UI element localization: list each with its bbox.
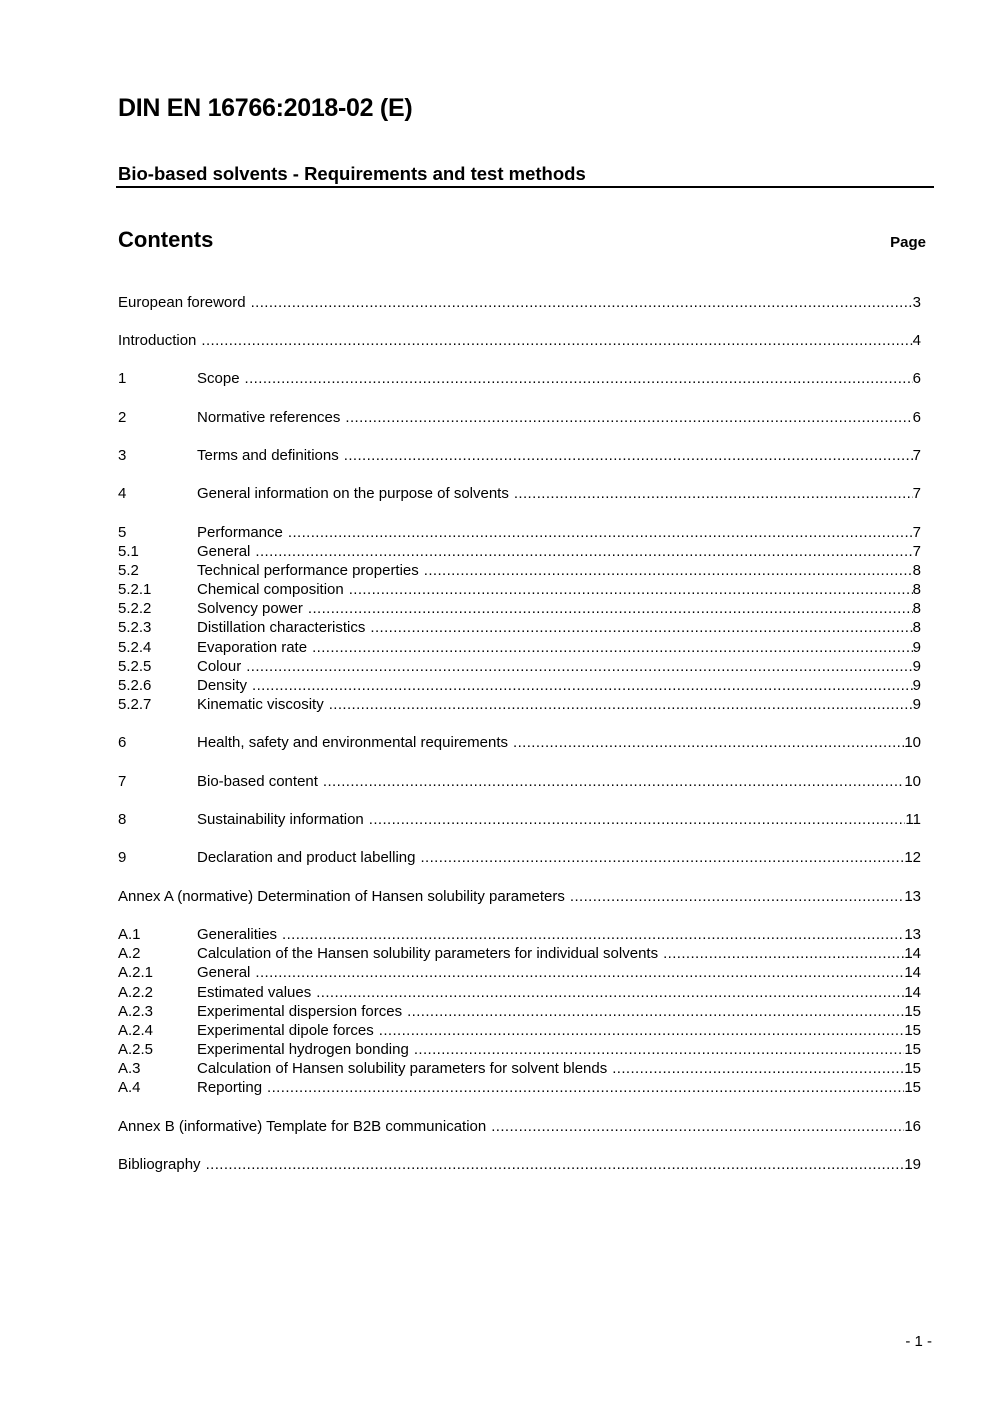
toc-entry[interactable] xyxy=(118,1059,921,1078)
toc-page-number: 8 xyxy=(912,600,921,617)
toc-leader xyxy=(513,733,904,752)
toc-number: 8 xyxy=(118,811,127,828)
document-title: DIN EN 16766:2018-02 (E) xyxy=(118,94,413,122)
toc-number: 7 xyxy=(118,773,127,790)
toc-title: Declaration and product labelling xyxy=(197,849,416,866)
toc-page-number: 12 xyxy=(904,849,921,866)
toc-leader xyxy=(420,848,904,867)
toc-number: 5.2.6 xyxy=(118,677,152,694)
toc-title: Distillation characteristics xyxy=(197,619,366,636)
toc-page-number: 14 xyxy=(904,984,921,1001)
toc-title: General xyxy=(197,964,251,981)
toc-leader xyxy=(379,1021,905,1040)
toc-leader xyxy=(345,408,912,427)
toc-entry[interactable] xyxy=(118,484,921,503)
toc-entry[interactable] xyxy=(118,446,921,465)
toc-leader xyxy=(282,925,904,944)
page-number-footer: - 1 - xyxy=(905,1333,932,1350)
toc-leader xyxy=(407,1002,904,1021)
contents-heading: Contents xyxy=(118,227,214,252)
toc-number: 5 xyxy=(118,524,127,541)
toc-number: 5.2.4 xyxy=(118,639,152,656)
toc-number: 3 xyxy=(118,447,127,464)
toc-page-number: 3 xyxy=(912,294,921,311)
toc-page-number: 14 xyxy=(904,945,921,962)
toc-leader xyxy=(424,561,913,580)
toc-number: 5.2.3 xyxy=(118,619,152,636)
toc-leader xyxy=(308,599,913,618)
toc-title: Performance xyxy=(197,524,283,541)
toc-page-number: 7 xyxy=(912,485,921,502)
toc-page-number: 6 xyxy=(912,370,921,387)
toc-entry[interactable] xyxy=(118,1078,921,1097)
toc-page-number: 16 xyxy=(904,1118,921,1135)
toc-leader xyxy=(349,580,913,599)
toc-leader xyxy=(316,983,904,1002)
toc-number: A.2.4 xyxy=(118,1022,154,1039)
toc-page-number: 8 xyxy=(912,581,921,598)
toc-entry[interactable] xyxy=(118,944,921,963)
toc-page-number: 10 xyxy=(904,773,921,790)
toc-entry[interactable] xyxy=(118,676,921,695)
toc-entry[interactable] xyxy=(118,293,921,312)
toc-entry[interactable] xyxy=(118,983,921,1002)
toc-number: A.2 xyxy=(118,945,141,962)
toc-entry[interactable] xyxy=(118,1002,921,1021)
toc-leader xyxy=(369,810,906,829)
toc-title: Kinematic viscosity xyxy=(197,696,324,713)
toc-page-number: 14 xyxy=(904,964,921,981)
toc-number: 4 xyxy=(118,485,127,502)
toc-entry[interactable] xyxy=(118,580,921,599)
toc-page-number: 8 xyxy=(912,562,921,579)
toc-page-number: 13 xyxy=(904,926,921,943)
toc-title: Introduction xyxy=(118,332,197,349)
toc-title: General xyxy=(197,543,251,560)
toc-leader xyxy=(344,446,913,465)
toc-entry[interactable] xyxy=(118,695,921,714)
toc-title: Annex B (informative) Template for B2B communication xyxy=(118,1118,487,1135)
toc-page-number: 9 xyxy=(912,696,921,713)
toc-page-number: 9 xyxy=(912,658,921,675)
toc-leader xyxy=(267,1078,904,1097)
toc-number: 5.2.5 xyxy=(118,658,152,675)
toc-page-number: 19 xyxy=(904,1156,921,1173)
toc-title: Colour xyxy=(197,658,242,675)
toc-leader xyxy=(323,772,904,791)
toc-entry[interactable] xyxy=(118,963,921,982)
toc-number: 1 xyxy=(118,370,127,387)
toc-title: Evaporation rate xyxy=(197,639,308,656)
toc-leader xyxy=(255,963,904,982)
toc-entry[interactable] xyxy=(118,1021,921,1040)
toc-page-number: 9 xyxy=(912,677,921,694)
toc-title: Experimental hydrogen bonding xyxy=(197,1041,409,1058)
toc-number: 9 xyxy=(118,849,127,866)
toc-leader xyxy=(612,1059,904,1078)
toc-leader xyxy=(663,944,904,963)
toc-page-number: 11 xyxy=(905,811,921,828)
toc-page-number: 9 xyxy=(912,639,921,656)
toc-number: 5.2.1 xyxy=(118,581,152,598)
toc-entry[interactable] xyxy=(118,1040,921,1059)
toc-number: A.2.2 xyxy=(118,984,154,1001)
toc-page-number: 7 xyxy=(912,447,921,464)
toc-leader xyxy=(255,542,912,561)
toc-title: European foreword xyxy=(118,294,246,311)
toc-leader xyxy=(329,695,913,714)
toc-page-number: 15 xyxy=(904,1060,921,1077)
toc-entry[interactable] xyxy=(118,599,921,618)
toc-number: A.2.1 xyxy=(118,964,154,981)
toc-entry[interactable] xyxy=(118,1117,921,1136)
toc-number: 5.2.2 xyxy=(118,600,152,617)
toc-entry[interactable] xyxy=(118,408,921,427)
toc-title: Technical performance properties xyxy=(197,562,419,579)
toc-entry[interactable] xyxy=(118,618,921,637)
toc-title: Normative references xyxy=(197,409,341,426)
toc-number: A.1 xyxy=(118,926,141,943)
toc-page-number: 15 xyxy=(904,1022,921,1039)
toc-title: Health, safety and environmental requirements xyxy=(197,734,509,751)
toc-number: 6 xyxy=(118,734,127,751)
toc-number: A.4 xyxy=(118,1079,141,1096)
toc-entry[interactable] xyxy=(118,331,921,350)
toc-title: Density xyxy=(197,677,248,694)
toc-entry[interactable] xyxy=(118,369,921,388)
toc-number: A.3 xyxy=(118,1060,141,1077)
toc-entry[interactable] xyxy=(118,772,921,791)
title-divider xyxy=(116,186,934,188)
toc-title: Annex A (normative) Determination of Hansen solubility parameters xyxy=(118,888,565,905)
toc-title: Terms and definitions xyxy=(197,447,339,464)
toc-entry[interactable] xyxy=(118,657,921,676)
toc-entry[interactable] xyxy=(118,733,921,752)
toc-page-number: 7 xyxy=(912,543,921,560)
toc-title: Reporting xyxy=(197,1079,263,1096)
toc-leader xyxy=(201,331,912,350)
toc-title: Bio-based content xyxy=(197,773,318,790)
toc-entry[interactable] xyxy=(118,561,921,580)
toc-leader xyxy=(245,369,913,388)
toc-title: Generalities xyxy=(197,926,278,943)
toc-entry[interactable] xyxy=(118,1155,921,1174)
page-column-heading: Page xyxy=(890,234,926,251)
toc-leader xyxy=(570,887,904,906)
toc-title: Sustainability information xyxy=(197,811,364,828)
toc-title: Experimental dispersion forces xyxy=(197,1003,403,1020)
toc-leader xyxy=(491,1117,904,1136)
toc-entry[interactable] xyxy=(118,810,921,829)
toc-title: Calculation of the Hansen solubility parameters for individual solvents xyxy=(197,945,659,962)
document-subtitle: Bio-based solvents - Requirements and test methods xyxy=(118,163,586,184)
toc-entry[interactable] xyxy=(118,848,921,867)
toc-title: Bibliography xyxy=(118,1156,201,1173)
toc-entry[interactable] xyxy=(118,523,921,542)
toc-leader xyxy=(251,293,913,312)
toc-entry[interactable] xyxy=(118,887,921,906)
toc-number: 2 xyxy=(118,409,127,426)
toc-leader xyxy=(312,638,913,657)
toc-title: Solvency power xyxy=(197,600,303,617)
toc-number: A.2.3 xyxy=(118,1003,154,1020)
toc-leader xyxy=(514,484,913,503)
toc-number: 5.2 xyxy=(118,562,139,579)
toc-entry[interactable] xyxy=(118,638,921,657)
toc-leader xyxy=(370,618,912,637)
toc-page-number: 6 xyxy=(912,409,921,426)
toc-entry[interactable] xyxy=(118,542,921,561)
toc-page-number: 8 xyxy=(912,619,921,636)
toc-title: Experimental dipole forces xyxy=(197,1022,374,1039)
toc-leader xyxy=(252,676,913,695)
toc-title: Calculation of Hansen solubility parameters for solvent blends xyxy=(197,1060,608,1077)
toc-title: Estimated values xyxy=(197,984,312,1001)
toc-page-number: 15 xyxy=(904,1003,921,1020)
toc-leader xyxy=(206,1155,905,1174)
toc-page-number: 13 xyxy=(904,888,921,905)
toc-title: General information on the purpose of solvents xyxy=(197,485,509,502)
toc-page-number: 4 xyxy=(912,332,921,349)
toc-leader xyxy=(288,523,913,542)
toc-page-number: 15 xyxy=(904,1079,921,1096)
toc-title: Scope xyxy=(197,370,240,387)
toc-number: 5.1 xyxy=(118,543,139,560)
toc-number: 5.2.7 xyxy=(118,696,152,713)
toc-page-number: 7 xyxy=(912,524,921,541)
toc-title: Chemical composition xyxy=(197,581,344,598)
toc-page-number: 10 xyxy=(904,734,921,751)
toc-leader xyxy=(246,657,912,676)
toc-number: A.2.5 xyxy=(118,1041,154,1058)
toc-entry[interactable] xyxy=(118,925,921,944)
toc-page-number: 15 xyxy=(904,1041,921,1058)
toc-leader xyxy=(414,1040,905,1059)
